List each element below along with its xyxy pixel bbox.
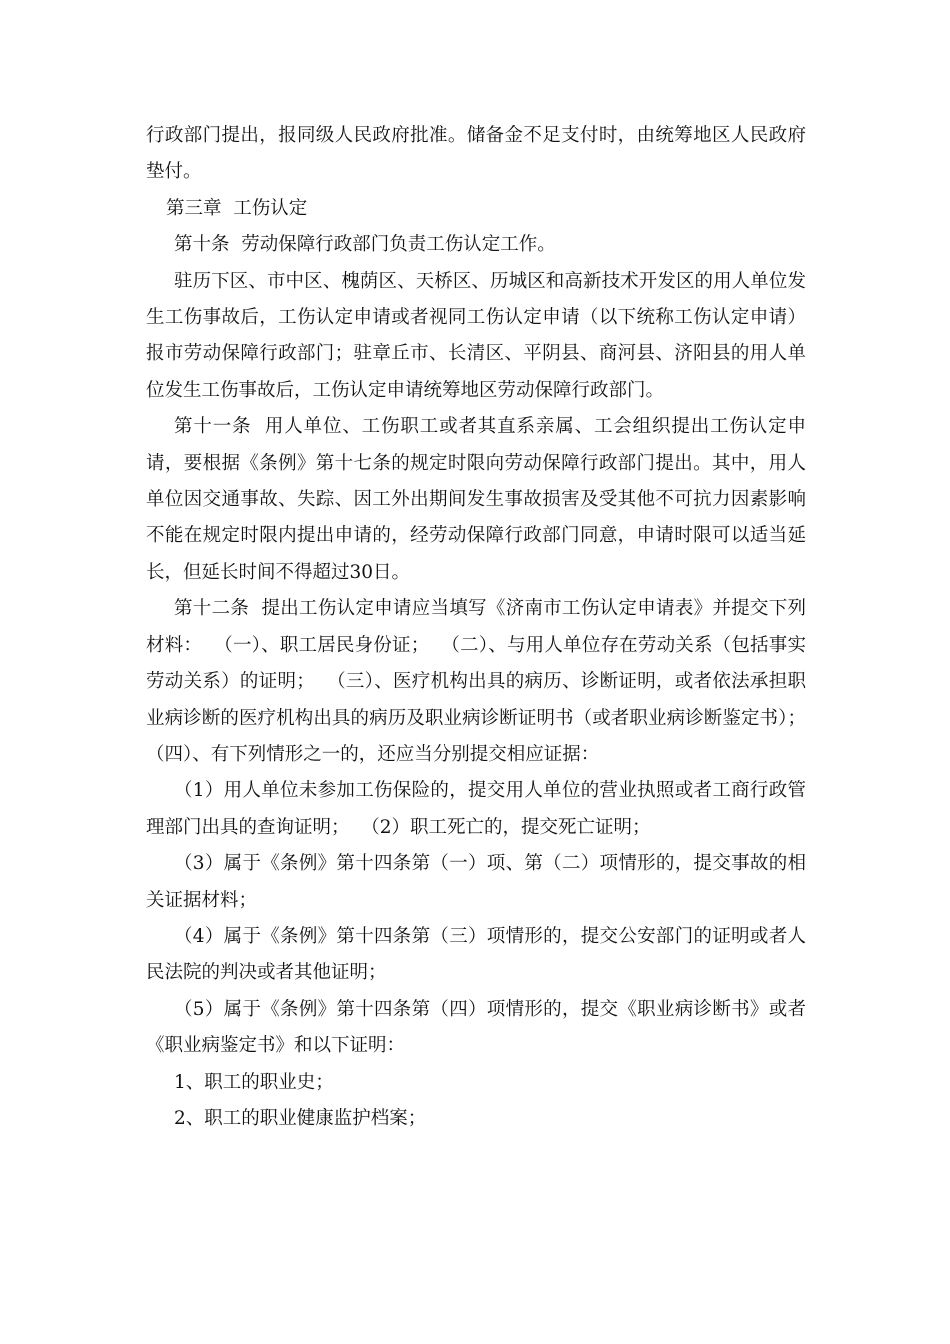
- article-12: 第十二条 提出工伤认定申请应当填写《济南市工伤认定申请表》并提交下列材料： （一）、职工居民身份证； （二）、与用人单位存在劳动关系（包括事实劳动关系）的证明； （三）、医疗机构出具的病历、诊断证明，或者依法承担职业病诊断的医疗机构出具的病历及职业病诊断证明书（或者职业病诊断鉴定书）； （四）、有下列情形之一的，还应当分别提交相应证据：: [146, 598, 818, 765]
- article-10: 第十条 劳动保障行政部门负责工伤认定工作。: [174, 234, 556, 256]
- list-item-4: （4）属于《条例》第十四条第（三）项情形的，提交公安部门的证明或者人民法院的判决或者其他证明；: [146, 925, 806, 984]
- document-body: [146, 118, 818, 1137]
- sub-item-2: 2、职工的职业健康监护档案；: [174, 1107, 427, 1129]
- article-10-body: 驻历下区、市中区、槐荫区、天桥区、历城区和高新技术开发区的用人单位发生工伤事故后，工伤认定申请或者视同工伤认定申请（以下统称工伤认定申请）报市劳动保障行政部门；驻章丘市、长清区、平阴县、商河县、济阳县的用人单位发生工伤事故后，工伤认定申请统筹地区劳动保障行政部门。: [146, 270, 806, 401]
- list-item-3: （3）属于《条例》第十四条第（一）项、第（二）项情形的，提交事故的相关证据材料；: [146, 853, 806, 911]
- article-11: 第十一条 用人单位、工伤职工或者其直系亲属、工会组织提出工伤认定申请，要根据《条例》第十七条的规定时限向劳动保障行政部门提出。其中，用人单位因交通事故、失踪、因工外出期间发生事故损害及受其他不可抗力因素影响不能在规定时限内提出申请的，经劳动保障行政部门同意，申请时限可以适当延长，但延长时间不得超过30日。: [146, 416, 806, 583]
- paragraph-continuation: 行政部门提出，报同级人民政府批准。储备金不足支付时，由统筹地区人民政府垫付。: [146, 125, 806, 183]
- chapter-heading: 第三章 工伤认定: [166, 197, 308, 219]
- list-item-1: （1）用人单位未参加工伤保险的，提交用人单位的营业执照或者工商行政管理部门出具的查询证明； （2）职工死亡的，提交死亡证明；: [146, 780, 806, 838]
- list-item-5: （5）属于《条例》第十四条第（四）项情形的，提交《职业病诊断书》或者《职业病鉴定书》和以下证明：: [146, 998, 806, 1057]
- sub-item-1: 1、职工的职业史；: [174, 1071, 334, 1093]
